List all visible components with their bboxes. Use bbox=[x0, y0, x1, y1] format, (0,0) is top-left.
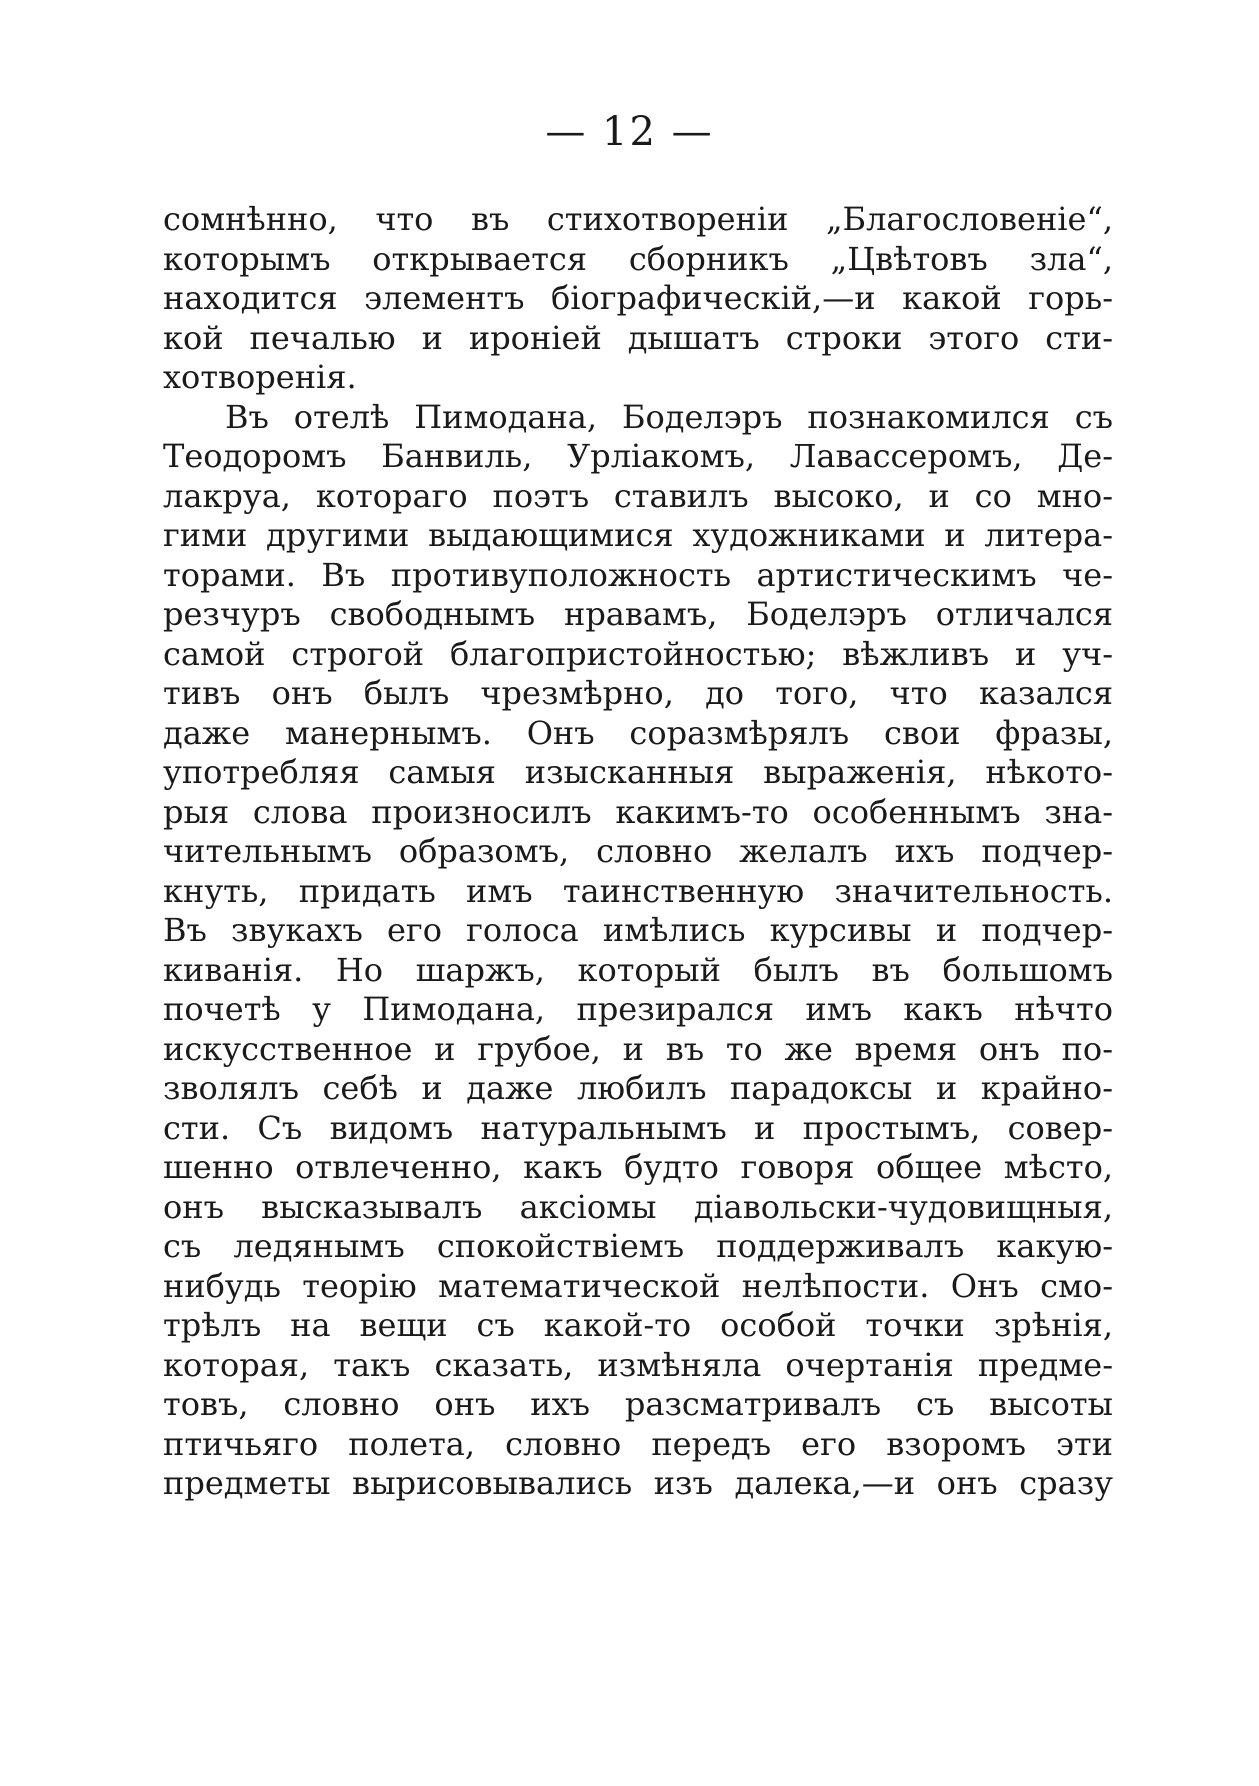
text-line: нибудь теорію математической нелѣпости. Онъ смо- bbox=[163, 1266, 1113, 1305]
text-line: почетѣ у Пимодана, презирался имъ какъ нѣчто bbox=[163, 990, 1113, 1028]
text-line: Теодоромъ Банвиль, Урліакомъ, Лавассеромъ, Де- bbox=[163, 437, 1113, 475]
text-line: торами. Въ противуположность артистическимъ че- bbox=[163, 555, 1113, 594]
text-line: употребляя самыя изысканныя выраженія, нѣкото- bbox=[163, 753, 1113, 791]
page-number: — 12 — bbox=[545, 109, 714, 155]
text-line: предметы вырисовывались изъ далека,—и онъ сразу bbox=[163, 1464, 1113, 1502]
text-line: птичьяго полета, словно передъ его взоромъ эти bbox=[163, 1424, 1113, 1463]
text-line: даже манернымъ. Онъ соразмѣрялъ свои фразы, bbox=[163, 713, 1113, 752]
text-line: лакруа, котораго поэтъ ставилъ высоко, и со мно- bbox=[163, 476, 1113, 515]
text-line: находится элементъ біографическій,—и какой горь- bbox=[163, 279, 1113, 317]
text-line: Въ звукахъ его голоса имѣлись курсивы и подчер- bbox=[163, 911, 1113, 949]
text-line: съ ледянымъ спокойствіемъ поддерживалъ какую- bbox=[163, 1227, 1113, 1265]
text-line: кнуть, придать имъ таинственную значительность. bbox=[163, 871, 1113, 910]
text-line: товъ, словно онъ ихъ разсматривалъ съ высоты bbox=[163, 1385, 1113, 1423]
text-line: сти. Съ видомъ натуральнымъ и простымъ, совер- bbox=[163, 1108, 1113, 1147]
text-line: резчуръ свободнымъ нравамъ, Боделэръ отличался bbox=[163, 595, 1113, 633]
text-line: онъ высказывалъ аксіомы діавольски-чудовищныя, bbox=[163, 1187, 1113, 1226]
text-line: которымъ открывается сборникъ „Цвѣтовъ зла“, bbox=[163, 239, 1113, 278]
text-line: сомнѣнно, что въ стихотвореніи „Благословеніе“, bbox=[163, 200, 1113, 238]
text-line: зволялъ себѣ и даже любилъ парадоксы и крайно- bbox=[163, 1069, 1113, 1107]
text-line: хотворенія. bbox=[163, 358, 357, 396]
text-line: кой печалью и ироніей дышатъ строки этого сти- bbox=[163, 318, 1113, 357]
text-line: Въ отелѣ Пимодана, Боделэръ познакомился съ bbox=[225, 397, 1113, 436]
body-text bbox=[163, 200, 1113, 1504]
text-line: шенно отвлеченно, какъ будто говоря общее мѣсто, bbox=[163, 1148, 1113, 1186]
text-line: рыя слова произносилъ какимъ-то особеннымъ зна- bbox=[163, 792, 1113, 831]
text-line: киванія. Но шаржъ, который былъ въ большомъ bbox=[163, 950, 1113, 989]
text-line: искусственное и грубое, и въ то же время онъ по- bbox=[163, 1029, 1113, 1068]
text-line: которая, такъ сказать, измѣняла очертанія предме- bbox=[163, 1345, 1113, 1384]
text-line: тивъ онъ былъ чрезмѣрно, до того, что казался bbox=[163, 674, 1113, 712]
text-line: чительнымъ образомъ, словно желалъ ихъ подчер- bbox=[163, 832, 1113, 870]
text-line: самой строгой благопристойностью; вѣжливъ и уч- bbox=[163, 634, 1113, 673]
text-line: гими другими выдающимися художниками и литера- bbox=[163, 516, 1113, 554]
text-line: трѣлъ на вещи съ какой-то особой точки зрѣнія, bbox=[163, 1306, 1113, 1344]
